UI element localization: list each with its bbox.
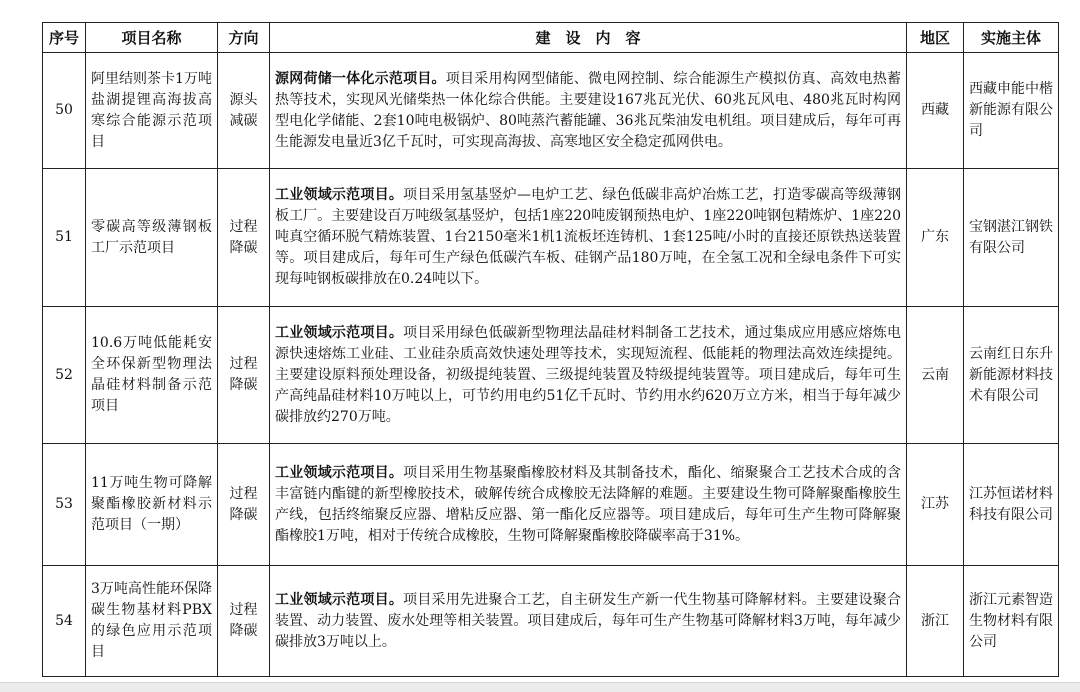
table-row: [43, 53, 1059, 169]
row-direction: 源头减碳: [218, 53, 270, 169]
table-row: [43, 307, 1059, 444]
header-owner: 实施主体: [964, 23, 1059, 53]
row-direction: 过程降碳: [218, 566, 270, 677]
row-region: 江苏: [907, 444, 964, 566]
row-project-name: 11万吨生物可降解聚酯橡胶新材料示范项目（一期）: [86, 444, 218, 566]
row-region: 浙江: [907, 566, 964, 677]
content-title: 工业领域示范项目。: [275, 187, 404, 203]
table-row: [43, 566, 1059, 677]
content-body: 项目采用先进聚合工艺，自主研发生产新一代生物基可降解材料。主要建设聚合装置、动力装置、废水处理等相关装置。项目建成后，每年可生产生物基可降解材料3万吨，每年减少碳排放3万吨以上。: [275, 591, 901, 650]
header-name: 项目名称: [86, 23, 218, 53]
row-content: [270, 566, 907, 677]
project-table: [42, 22, 1059, 677]
row-direction: 过程降碳: [218, 444, 270, 566]
row-seq: 50: [43, 53, 86, 169]
row-seq: 51: [43, 169, 86, 307]
row-owner: 江苏恒诺材料科技有限公司: [964, 444, 1059, 566]
header-seq: 序号: [43, 23, 86, 53]
row-content: [270, 53, 907, 169]
row-seq: 53: [43, 444, 86, 566]
content-body: 项目采用构网型储能、微电网控制、综合能源生产模拟仿真、高效电热蓄热等技术，实现风光储柴热一体化综合供能。主要建设167兆瓦光伏、60兆瓦风电、480兆瓦时构网型电化学储能、2套10吨电极锅炉、80吨蒸汽蓄能罐、36兆瓦柴油发电机组。项目建成后，每年可再生能源发电量近3亿千瓦时，可实现高海拔、高寒地区安全稳定孤网供电。: [275, 70, 902, 150]
content-title: 工业领域示范项目。: [275, 324, 404, 341]
content-title: 工业领域示范项目。: [275, 591, 404, 608]
table-row: [43, 169, 1059, 307]
row-project-name: 阿里结则茶卡1万吨盐湖提锂高海拔高寒综合能源示范项目: [86, 53, 218, 169]
row-direction: 过程降碳: [218, 169, 270, 307]
row-project-name: 零碳高等级薄钢板工厂示范项目: [86, 169, 218, 307]
document-page: [42, 22, 1058, 677]
row-direction: 过程降碳: [218, 307, 270, 444]
row-content: [270, 307, 907, 444]
row-seq: 52: [43, 307, 86, 444]
row-owner: 浙江元素智造生物材料有限公司: [964, 566, 1059, 677]
row-seq: 54: [43, 566, 86, 677]
row-region: 广东: [907, 169, 964, 307]
row-owner: 西藏申能中楷新能源有限公司: [964, 53, 1059, 169]
row-region: 西藏: [907, 53, 964, 169]
row-project-name: 3万吨高性能环保降碳生物基材料PBX的绿色应用示范项目: [86, 566, 218, 677]
table-row: [43, 444, 1059, 566]
row-owner: 云南红日东升新能源材料技术有限公司: [964, 307, 1059, 444]
row-content: [270, 444, 907, 566]
row-content: [270, 169, 907, 307]
row-owner: 宝钢湛江钢铁有限公司: [964, 169, 1059, 307]
content-title: 工业领域示范项目。: [275, 464, 404, 481]
header-region: 地区: [907, 23, 964, 53]
content-body: 项目采用氢基竖炉—电炉工艺、绿色低碳非高炉冶炼工艺，打造零碳高等级薄钢板工厂。主要建设百万吨级氢基竖炉，包括1座220吨废钢预热电炉、1座220吨钢包精炼炉、1座220吨真空循环脱气精炼装置、1台2150毫米1机1流板坯连铸机、1套125吨/小时的直接还原铁热送装置等。项目建成后，每年可生产绿色低碳汽车板、硅钢产品180万吨，在全氢工况和全绿电条件下可实现每吨钢板碳排放在0.24吨以下。: [275, 187, 901, 287]
header-content: 建 设 内 容: [270, 23, 907, 53]
table-header-row: [43, 23, 1059, 53]
row-region: 云南: [907, 307, 964, 444]
header-direction: 方向: [218, 23, 270, 53]
content-body: 项目采用生物基聚酯橡胶材料及其制备技术，酯化、缩聚聚合工艺技术合成的含丰富链内酯键的新型橡胶技术，破解传统合成橡胶无法降解的难题。主要建设生物可降解聚酯橡胶生产线，包括终缩聚反应器、增粘反应器、第一酯化反应器等。项目建成后，每年可生产生物可降解聚酯橡胶1万吨，相对于传统合成橡胶，生物可降解聚酯橡胶降碳率高于31%。: [275, 464, 901, 544]
content-title: 源网荷储一体化示范项目。: [275, 70, 446, 87]
row-project-name: 10.6万吨低能耗安全环保新型物理法晶硅材料制备示范项目: [86, 307, 218, 444]
content-body: 项目采用绿色低碳新型物理法晶硅材料制备工艺技术，通过集成应用感应熔炼电源快速熔炼工业硅、工业硅杂质高效快速处理等技术，实现短流程、低能耗的物理法高效连续提纯。主要建设原料预处理设备，初级提纯装置、三级提纯装置及特级提纯装置等。项目建成后，每年可生产高纯晶硅材料10万吨以上，可节约用电约51亿千瓦时、节约用水约620万立方米，相当于每年减少碳排放约270万吨。: [275, 324, 901, 425]
